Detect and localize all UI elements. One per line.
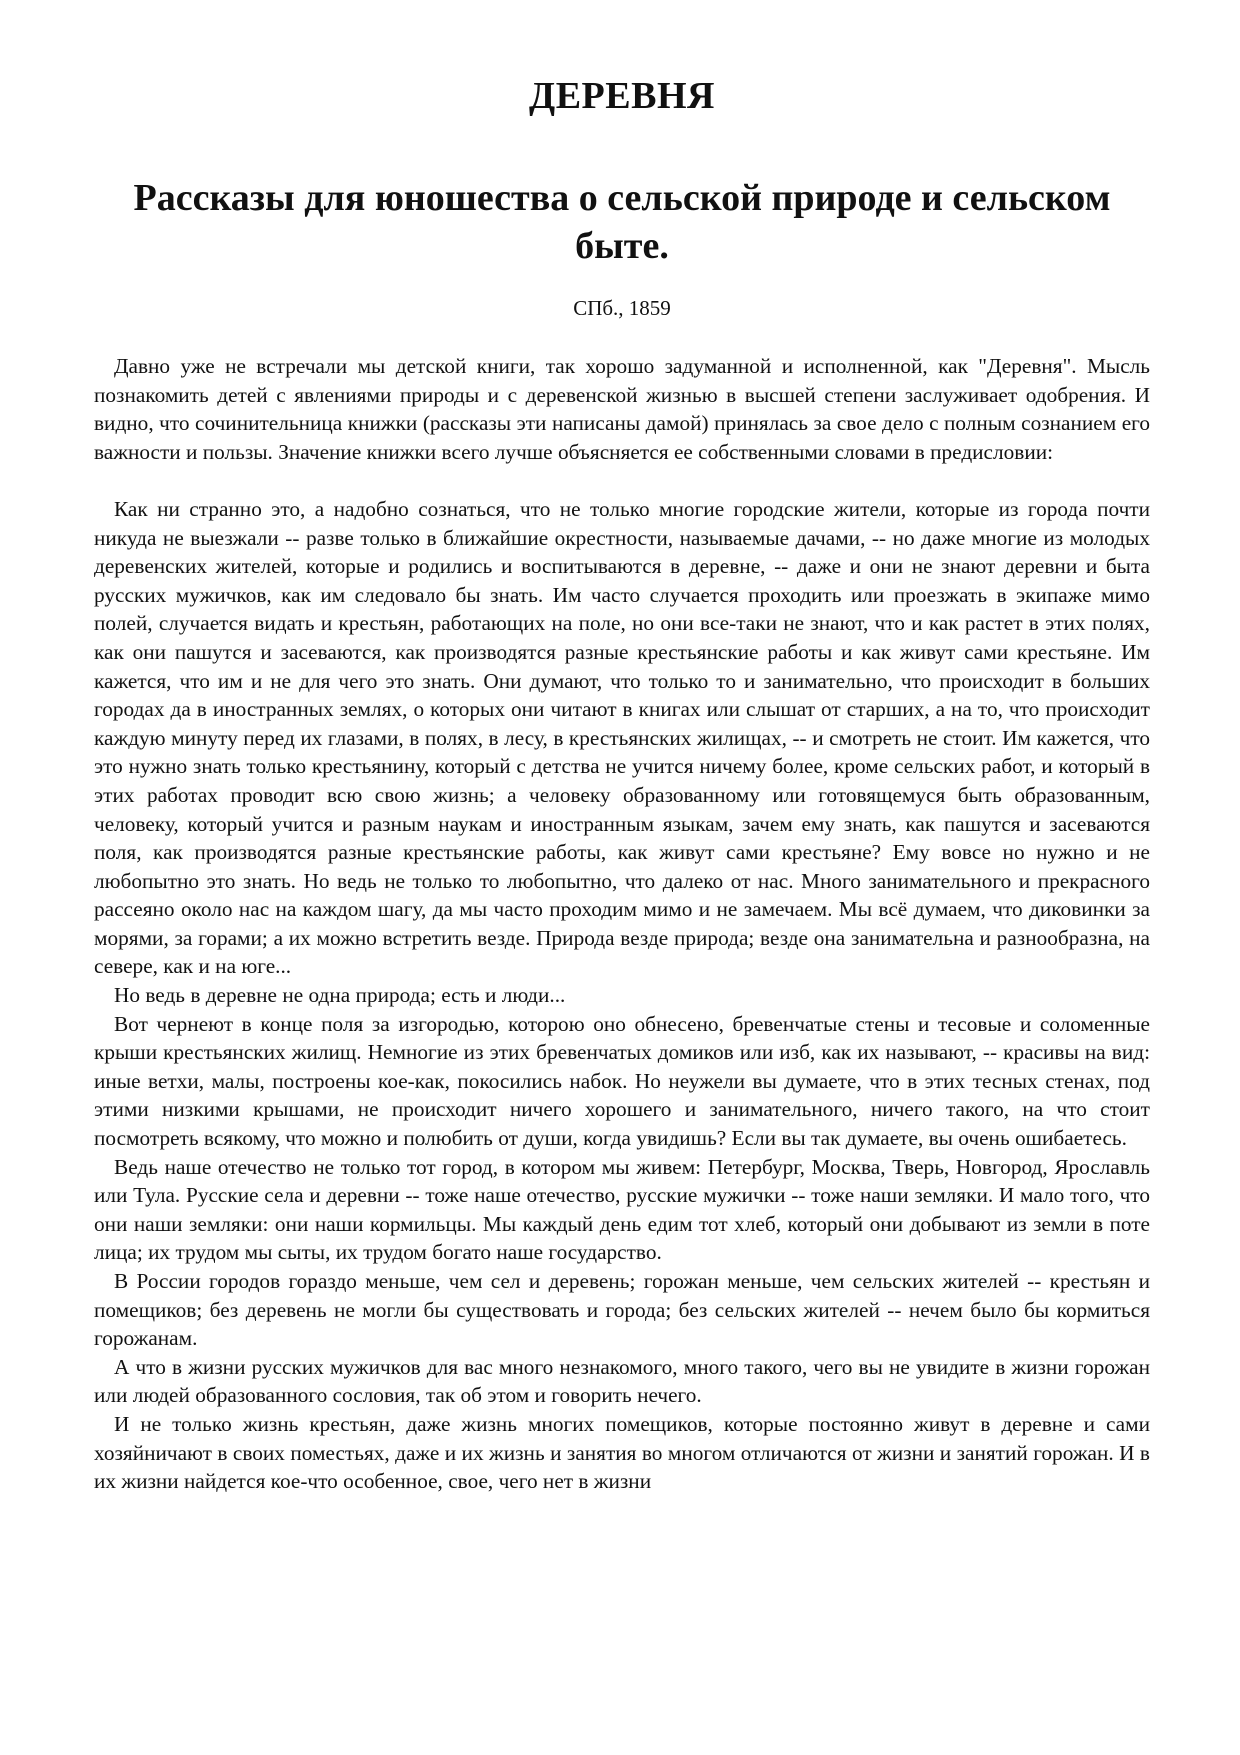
- paragraph: И не только жизнь крестьян, даже жизнь многих помещиков, которые постоянно живут в деревне и сами хозяйничают в своих поместьях, даже и их жизнь и занятия во многом отличаются от жизни и занятий горожан. И в их жизни найдется кое-что особенное, свое, чего нет в жизни: [94, 1411, 1150, 1494]
- document-subtitle: Рассказы для юношества о сельской природе и сельском быте.: [133, 177, 1111, 267]
- paragraph: Вот чернеют в конце поля за изгородью, которою оно обнесено, бревенчатые стены и тесовые и соломенные крыши крестьянских жилищ. Немногие из этих бревенчатых домиков или изб, как их называют, -- красивы на вид: иные ветхи, малы, построены кое-как, покосились набок. Но неужели вы думаете, что в этих тесных стенах, под этими низкими крышами, не происходит ничего хорошего и занимательного, ничего такого, на что стоит посмотреть всякому, что можно и полюбить от души, когда увидишь? Если вы так думаете, вы очень ошибаетесь.: [94, 1011, 1150, 1151]
- publication-info: СПб., 1859: [573, 296, 671, 320]
- paragraph-quote: Как ни странно это, а надобно сознаться, что не только многие городские жители, которые из города почти никуда не выезжали -- разве только в ближайшие окрестности, называемые дачами, -- но даже многие из молодых деревенских жителей, которые и родились и воспитываются в деревне, -- даже и они не знают деревни и быта русских мужичков, как им следовало бы знать. Им часто случается проходить или проезжать в экипаже мимо полей, случается видать и крестьян, работающих на поле, но они все-таки не знают, что и как растет в этих полях, как они пашутся и засеваются, как производятся разные крестьянские работы и как живут сами крестьяне. Им кажется, что им и не для чего это знать. Они думают, что только то и занимательно, что происходит в больших городах да в иностранных землях, о которых они читают в книгах или слышат от старших, а на то, что происходит каждую минуту перед их глазами, в полях, в лесу, в крестьянских жилищах, -- и смотреть не стоит. Им кажется, что это нужно знать только крестьянину, который с детства не учится ничему более, кроме сельских работ, и который в этих работах проводит всю свою жизнь; а человеку образованному или готовящемуся быть образованным, человеку, который учится и разным наукам и иностранным языкам, зачем ему знать, как пашутся и засеваются поля, как производятся разные крестьянские работы, как живут сами крестьяне? Ему вовсе но нужно и не любопытно это знать. Но ведь не только то любопытно, что далеко от нас. Много занимательного и прекрасного рассеяно около нас на каждом шагу, да мы часто проходим мимо и не замечаем. Мы всё думаем, что диковинки за морями, за горами; а их можно встретить везде. Природа везде природа; везде она занимательна и разнообразна, на севере, как и на юге...: [94, 496, 1150, 979]
- paragraph: Но ведь в деревне не одна природа; есть и люди...: [114, 983, 566, 1008]
- paragraph: В России городов гораздо меньше, чем сел и деревень; горожан меньше, чем сельских жителей -- крестьян и помещиков; без деревень не могли бы существовать и города; без сельских жителей -- нечем было бы кормиться горожанам.: [94, 1269, 1150, 1351]
- document-title: ДЕРЕВНЯ: [529, 75, 715, 117]
- body-text: [94, 352, 1150, 1496]
- paragraph-intro: Давно уже не встречали мы детской книги, так хорошо задуманной и исполненной, как "Деревня". Мысль познакомить детей с явлениями природы и с деревенской жизнью в высшей степени заслуживает одобрения. И видно, что сочинительница книжки (рассказы эти написаны дамой) принялась за свое дело с полным сознанием его важности и пользы. Значение книжки всего лучше объясняется ее собственными словами в предисловии:: [94, 354, 1150, 464]
- paragraph: А что в жизни русских мужичков для вас много незнакомого, много такого, чего вы не увидите в жизни горожан или людей образованного сословия, так об этом и говорить нечего.: [94, 1354, 1150, 1408]
- paragraph: Ведь наше отечество не только тот город, в котором мы живем: Петербург, Москва, Тверь, Новгород, Ярославль или Тула. Русские села и деревни -- тоже наше отечество, русские мужички -- тоже наши земляки. И мало того, что они наши земляки: они наши кормильцы. Мы каждый день едим тот хлеб, который они добывают из земли в поте лица; их трудом мы сыты, их трудом богато наше государство.: [94, 1154, 1150, 1265]
